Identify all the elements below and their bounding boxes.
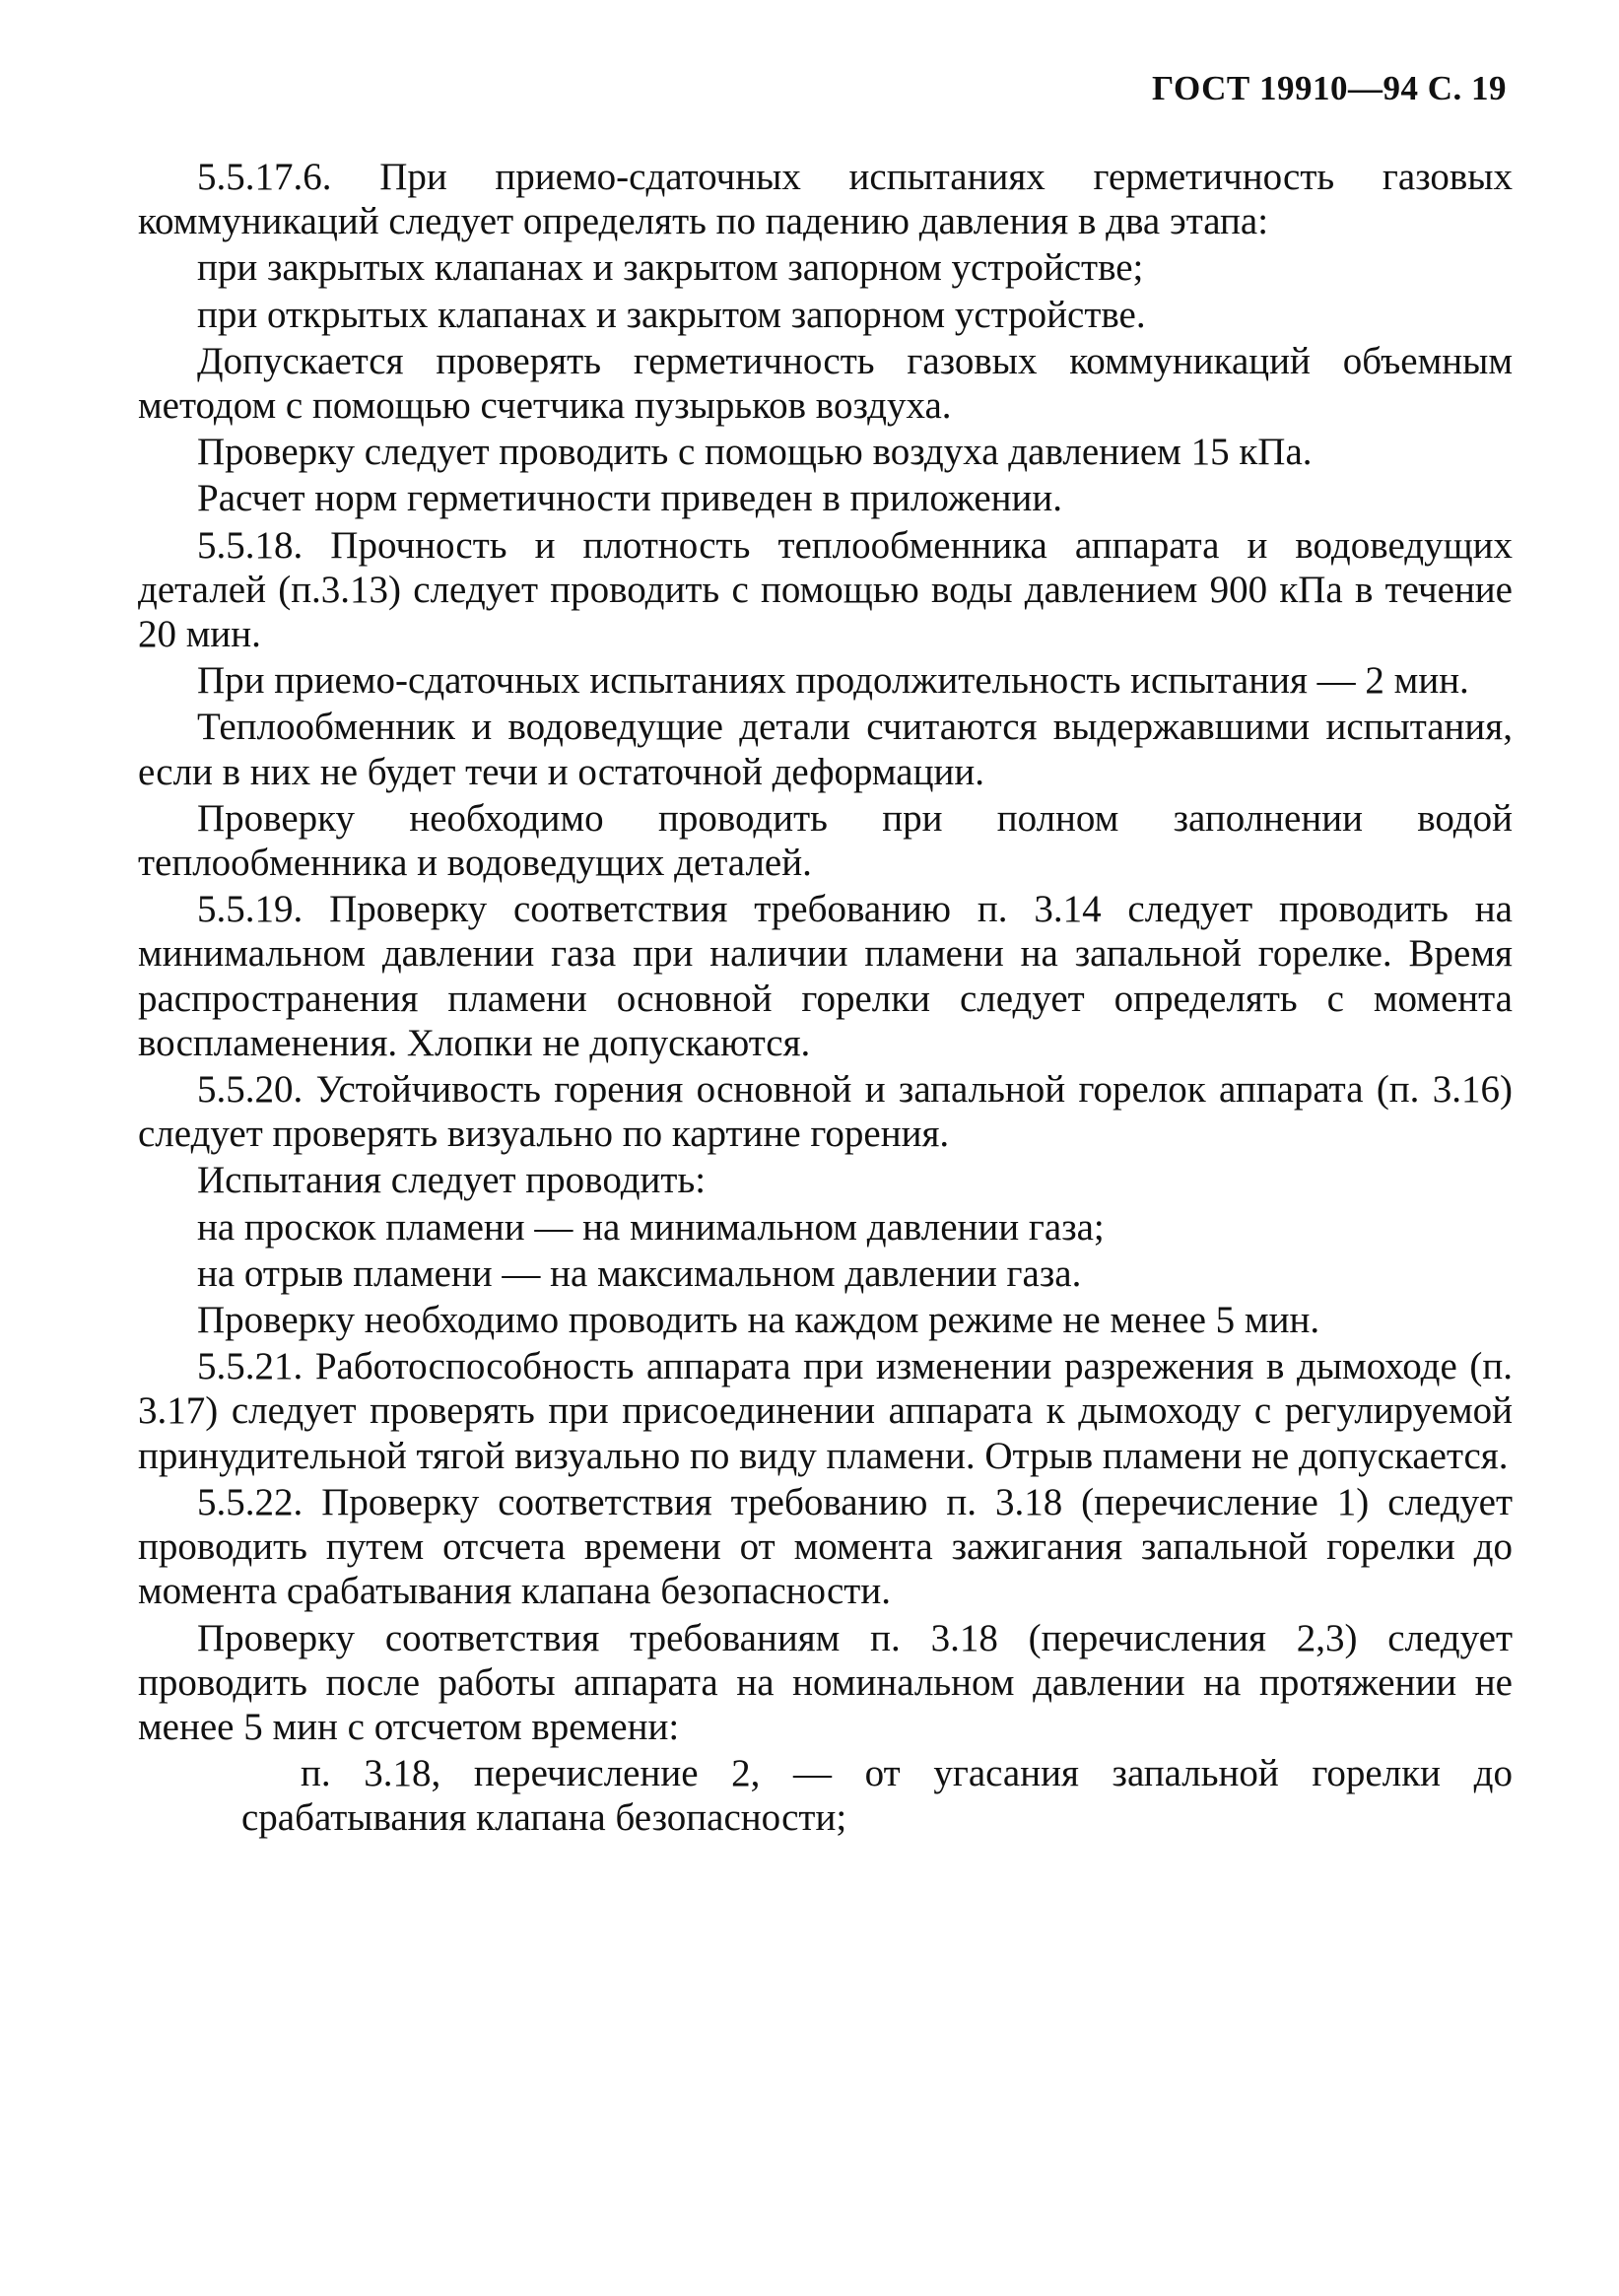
list-item-closed-valves: при закрытых клапанах и закрытом запорном устройстве; <box>197 246 1144 290</box>
paragraph-requirements-3-18: Проверку соответствия требованиям п. 3.18 (перечисления 2,3) следует проводить после работы аппарата на номинальном давлении на протяжении не менее 5 мин с отсчетом времени: <box>138 1616 1513 1748</box>
list-item-open-valves: при открытых клапанах и закрытом запорном устройстве. <box>197 293 1146 336</box>
paragraph-heat-exchanger-pass: Теплообменник и водоведущие детали считаются выдержавшими испытания, если в них не будет течи и остаточной деформации. <box>138 706 1513 793</box>
body-text <box>138 155 1513 1843</box>
paragraph-volumetric-method: Допускается проверять герметичность газовых коммуникаций объемным методом с помощью счетчика пузырьков воздуха. <box>138 339 1513 428</box>
paragraph-5-5-20: 5.5.20. Устойчивость горения основной и запальной горелок аппарата (п. 3.16) следует проверять визуально по картине горения. <box>138 1068 1513 1156</box>
paragraph-water-filling: Проверку необходимо проводить при полном заполнении водой теплообменника и водоведущих деталей. <box>138 796 1513 885</box>
paragraph-test-duration: При приемо-сдаточных испытаниях продолжительность испытания — 2 мин. <box>197 659 1469 703</box>
list-item-flashback: на проскок пламени — на минимальном давлении газа; <box>197 1205 1105 1249</box>
paragraph-calculation-norms: Расчет норм герметичности приведен в приложении. <box>197 477 1062 520</box>
paragraph-air-pressure: Проверку следует проводить с помощью воздуха давлением 15 кПа. <box>197 431 1313 474</box>
paragraph-5-5-17-6: 5.5.17.6. При приемо-сдаточных испытаниях герметичность газовых коммуникаций следует определять по падению давления в два этапа: <box>138 156 1513 243</box>
paragraph-tests-conduct: Испытания следует проводить: <box>197 1159 707 1202</box>
paragraph-each-mode: Проверку необходимо проводить на каждом режиме не менее 5 мин. <box>197 1299 1320 1342</box>
paragraph-5-5-19: 5.5.19. Проверку соответствия требованию п. 3.14 следует проводить на минимальном давлении газа при наличии пламени на запальной горелке. Время распространения пламени основной горелки следует определять с момента воспламенения. Хлопки не допускаются. <box>138 888 1513 1064</box>
page-header: ГОСТ 19910—94 С. 19 <box>1152 69 1507 107</box>
paragraph-5-5-21: 5.5.21. Работоспособность аппарата при изменении разрежения в дымоходе (п. 3.17) следует проверять при присоединении аппарата к дымоходу с регулируемой принудительной тягой визуально по виду пламени. Отрыв пламени не допускается. <box>138 1345 1513 1477</box>
paragraph-5-5-22: 5.5.22. Проверку соответствия требованию п. 3.18 (перечисление 1) следует проводить путем отсчета времени от момента зажигания запальной горелки до момента срабатывания клапана безопасности. <box>138 1480 1513 1613</box>
list-item-flame-lift: на отрыв пламени — на максимальном давлении газа. <box>197 1251 1082 1295</box>
paragraph-5-5-18: 5.5.18. Прочность и плотность теплообменника аппарата и водоведущих деталей (п.3.13) следует проводить с помощью воды давлением 900 кПа в течение 20 мин. <box>138 523 1513 656</box>
list-item-3-18-enumeration-2: п. 3.18, перечисление 2, — от угасания запальной горелки до срабатывания клапана безопасности; <box>241 1752 1513 1840</box>
